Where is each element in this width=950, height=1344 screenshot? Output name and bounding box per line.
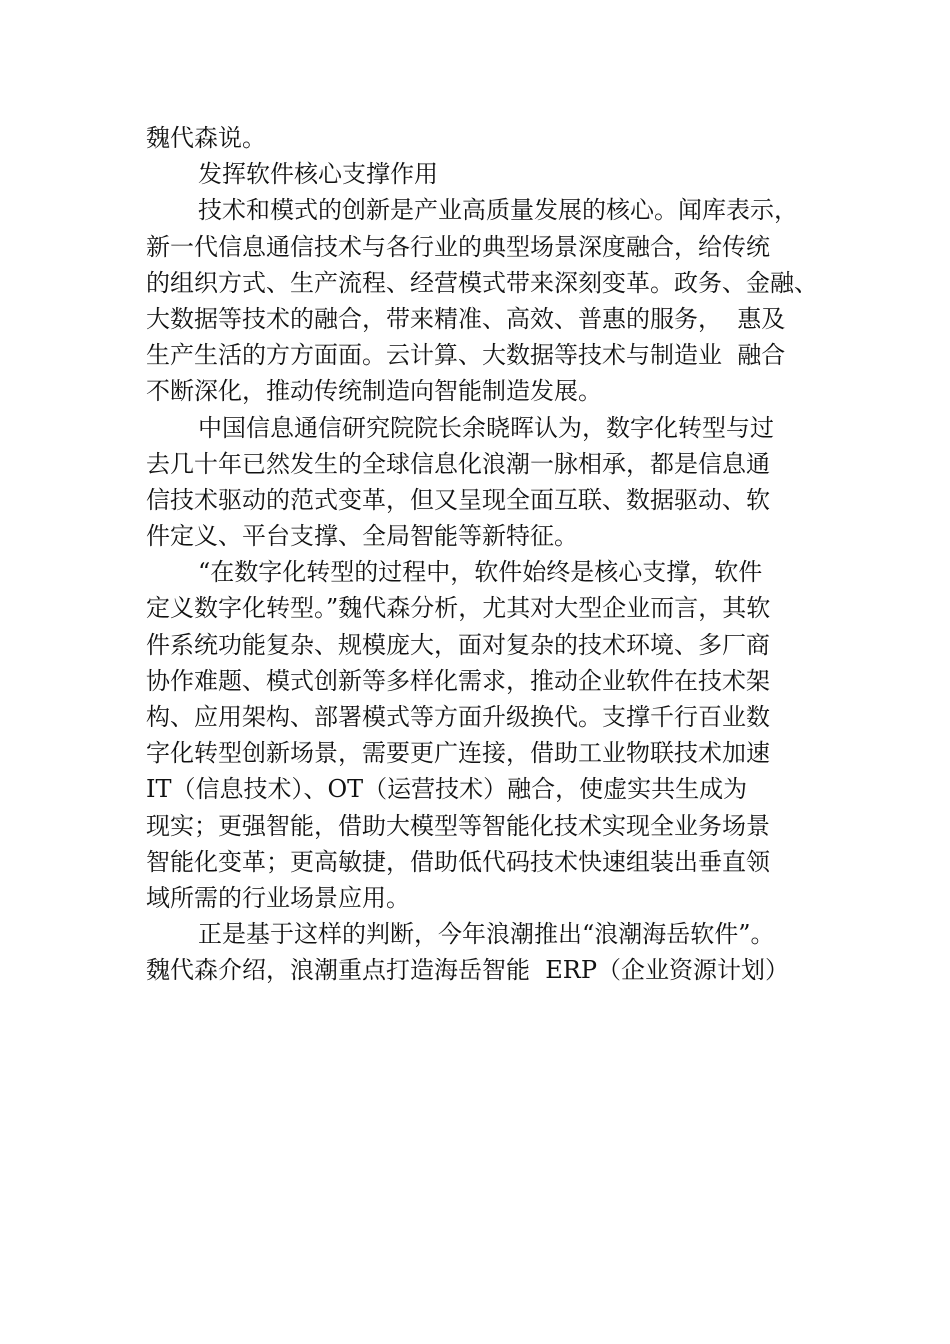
text-line: 魏代森介绍，浪潮重点打造海岳智能 ERP（企业资源计划） [146, 956, 789, 985]
text-line: 生产生活的方方面面。云计算、大数据等技术与制造业 融合 [146, 341, 786, 370]
text-line: 件系统功能复杂、规模庞大，面对复杂的技术环境、多厂商 [146, 630, 770, 659]
text-line: 信技术驱动的范式变革，但又呈现全面互联、数据驱动、软 [146, 485, 770, 514]
text-line: 魏代森说。 [146, 124, 266, 152]
text-line: 的组织方式、生产流程、经营模式带来深刻变革。政务、金融、 [146, 268, 818, 297]
text-line: 定义数字化转型。”魏代森分析，尤其对大型企业而言，其软 [146, 594, 771, 623]
text-line: 件定义、平台支撑、全局智能等新特征。 [146, 522, 578, 551]
text-line: 智能化变革；更高敏捷，借助低代码技术快速组装出垂直领 [146, 847, 770, 876]
text-line: 协作难题、模式创新等多样化需求，推动企业软件在技术架 [146, 666, 770, 695]
text-line: 中国信息通信研究院院长余晓晖认为，数字化转型与过 [198, 413, 774, 442]
section-heading: 发挥软件核心支撑作用 [198, 160, 438, 189]
text-line: 去几十年已然发生的全球信息化浪潮一脉相承，都是信息通 [146, 449, 770, 478]
text-line: 技术和模式的创新是产业高质量发展的核心。闻库表示， [198, 196, 798, 225]
text-line: 现实；更强智能，借助大模型等智能化技术实现全业务场景 [146, 811, 770, 840]
text-line: 不断深化，推动传统制造向智能制造发展。 [146, 377, 602, 406]
text-line: 构、应用架构、部署模式等方面升级换代。支撑千行百业数 [146, 703, 770, 731]
text-line: IT（信息技术）、OT（运营技术）融合，使虚实共生成为 [146, 775, 748, 804]
text-line: 正是基于这样的判断，今年浪潮推出“浪潮海岳软件”。 [198, 920, 775, 949]
text-line: 大数据等技术的融合，带来精准、高效、普惠的服务， 惠及 [146, 304, 786, 333]
text-line: “在数字化转型的过程中，软件始终是核心支撑，软件 [198, 558, 763, 587]
text-line: 域所需的行业场景应用。 [146, 883, 410, 912]
text-line: 新一代信息通信技术与各行业的典型场景深度融合，给传统 [146, 232, 770, 261]
article-body [146, 120, 846, 989]
text-line: 字化转型创新场景，需要更广连接，借助工业物联技术加速 [146, 739, 770, 768]
